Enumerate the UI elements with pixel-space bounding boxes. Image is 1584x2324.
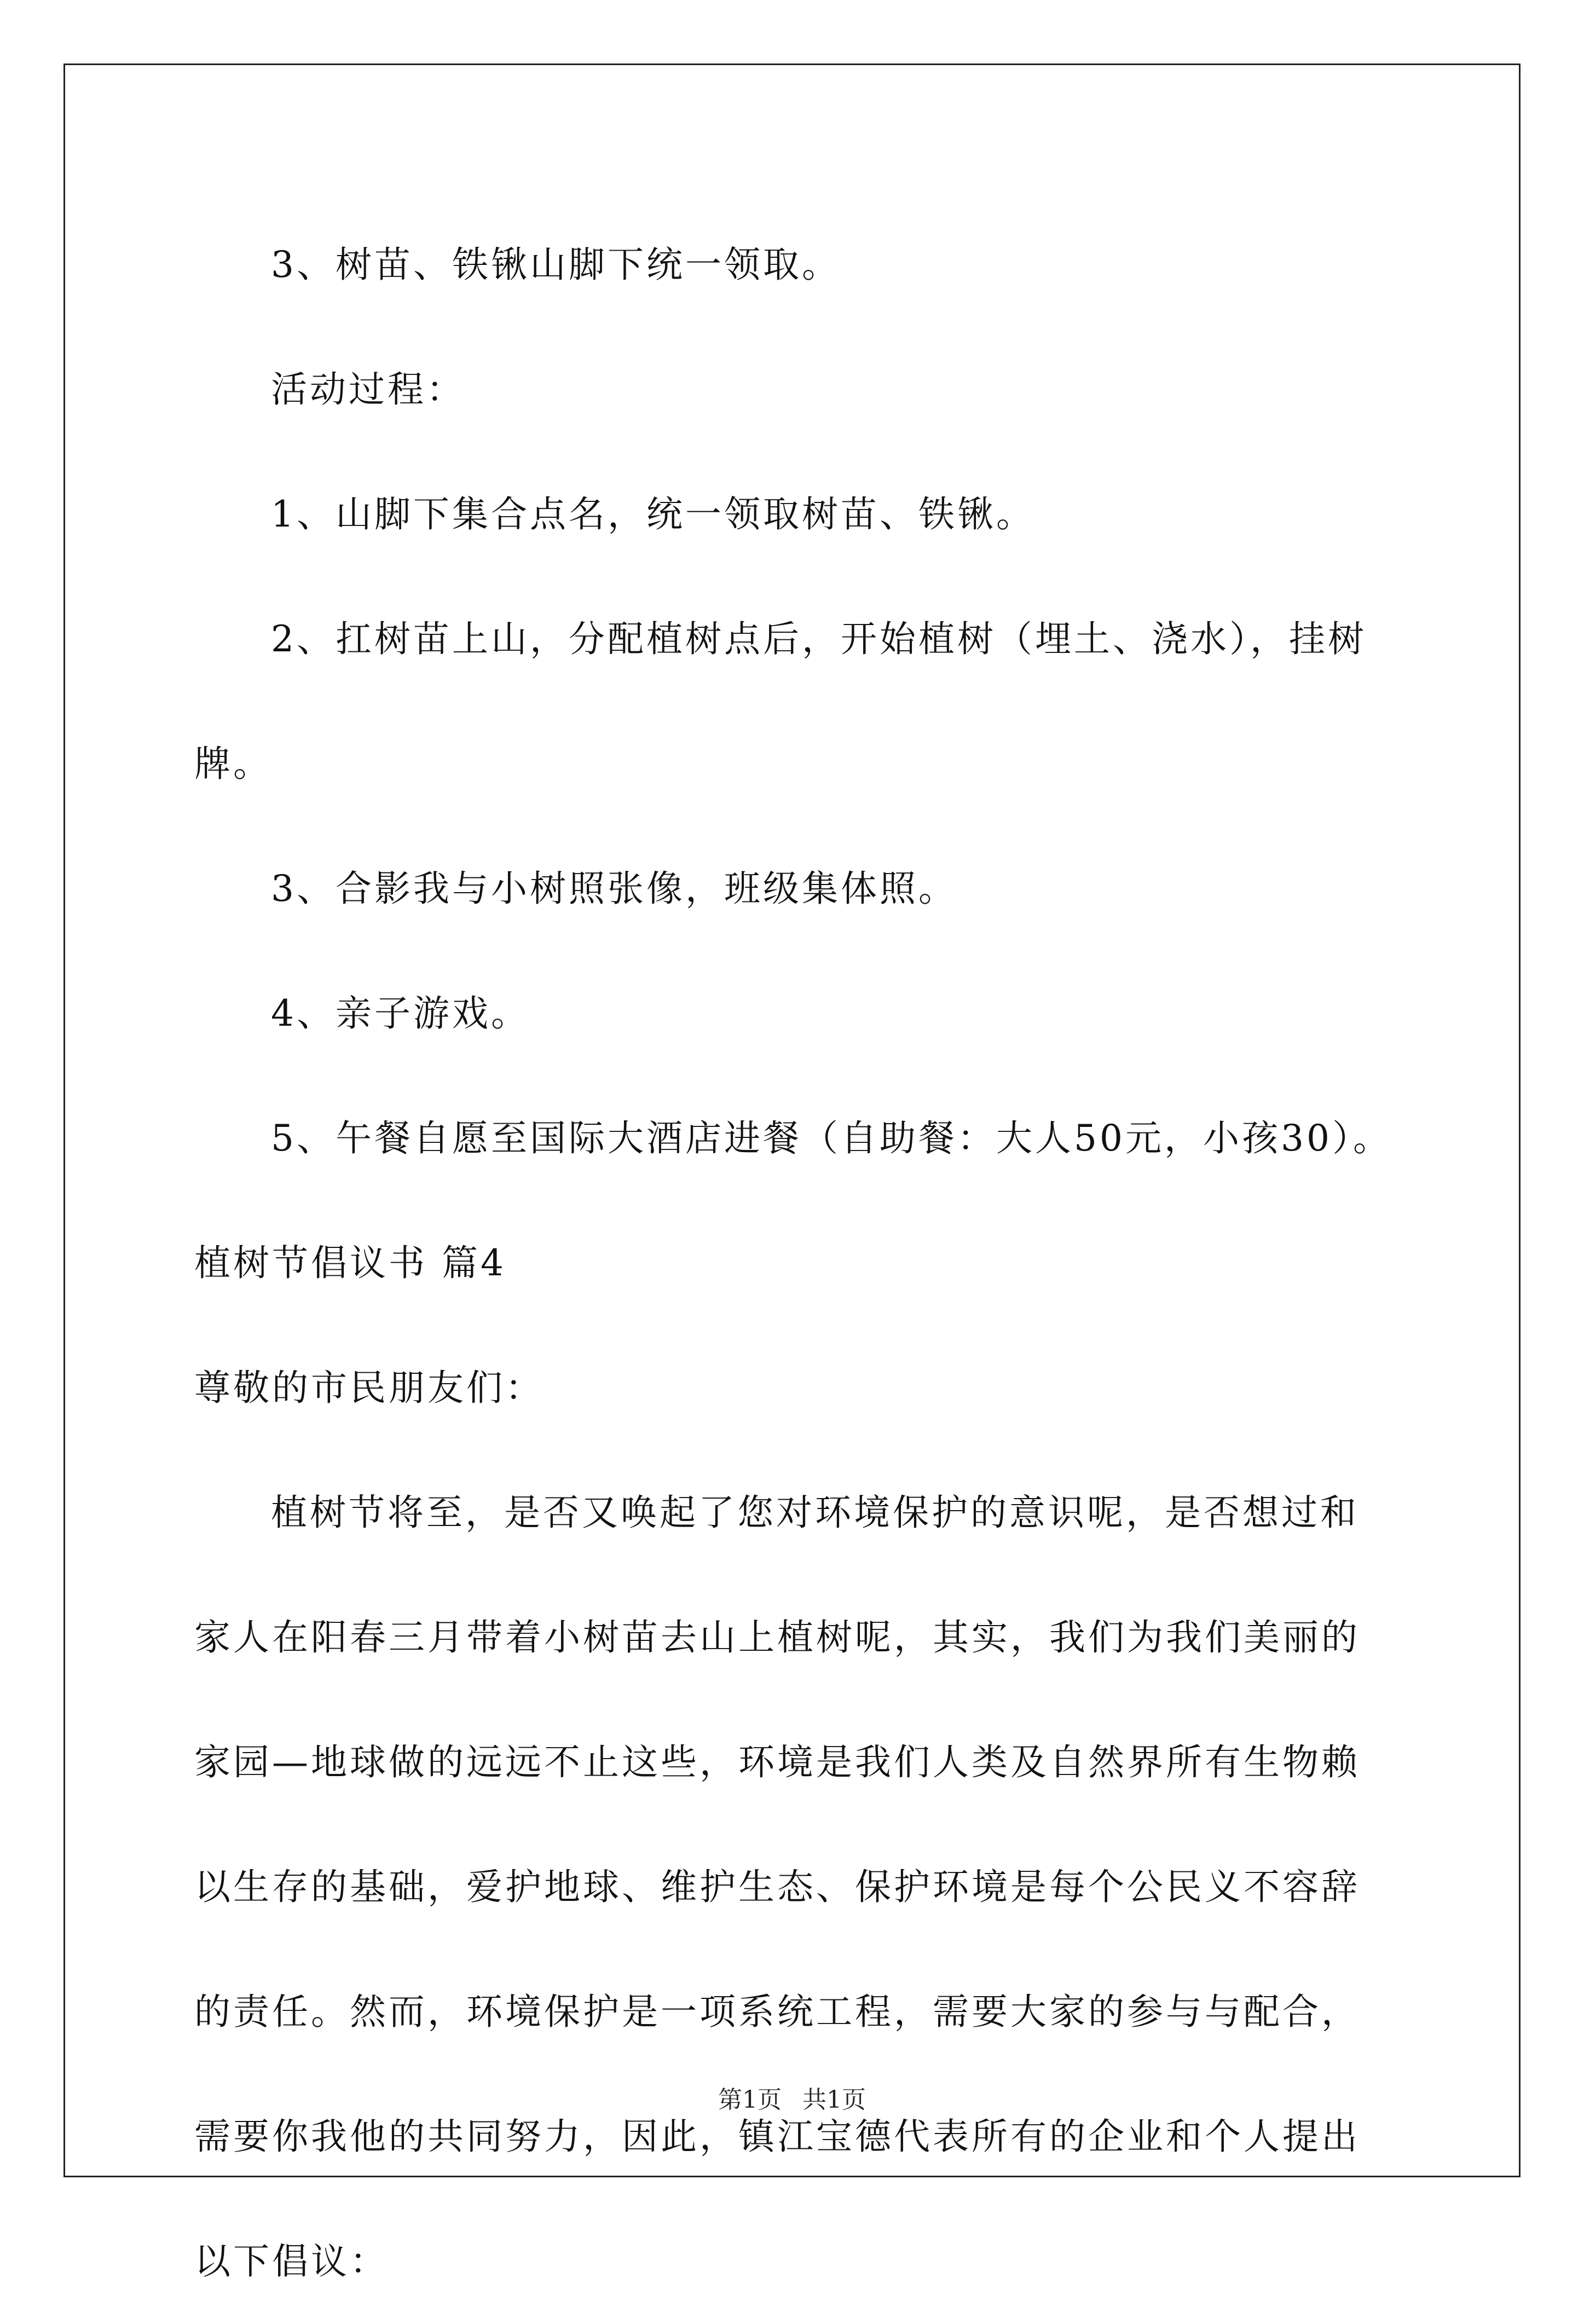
paragraph-step-5: 5、午餐自愿至国际大酒店进餐（自助餐：大人50元，小孩30）。 — [271, 1117, 1392, 1159]
paragraph-step-1: 1、山脚下集合点名，统一领取树苗、铁锹。 — [271, 493, 1035, 535]
document-body — [194, 203, 1393, 2324]
section-heading: 植树节倡议书 篇4 — [194, 1242, 506, 1284]
page-total: 共1页 — [802, 2086, 866, 2114]
paragraph-step-4: 4、亲子游戏。 — [271, 992, 530, 1034]
page-footer — [0, 2080, 1584, 2115]
paragraph-step-3: 3、合影我与小树照张像，班级集体照。 — [271, 868, 957, 910]
paragraph-proposal-body: 植树节将至，是否又唤起了您对环境保护的意识呢，是否想过和家人在阳春三月带着小树苗去山上植树呢，其实，我们为我们美丽的家园—地球做的远远不止这些，环境是我们人类及自然界所有生物赖以生存的基础，爱护地球、维护生态、保护环境是每个公民义不容辞的责任。然而，环境保护是一项系统工程，需要大家的参与与配合，需要你我他的共同努力，因此，镇江宝德代表所有的企业和个人提出以下倡议： — [194, 1491, 1360, 2282]
paragraph-step-2: 2、扛树苗上山，分配植树点后，开始植树（埋土、浇水），挂树牌。 — [194, 618, 1367, 785]
paragraph-activity-process: 活动过程： — [271, 368, 465, 411]
page-number: 第1页 — [718, 2086, 782, 2114]
paragraph-item-3-seedlings: 3、树苗、铁锹山脚下统一领取。 — [271, 244, 841, 286]
salutation: 尊敬的市民朋友们： — [194, 1367, 544, 1409]
